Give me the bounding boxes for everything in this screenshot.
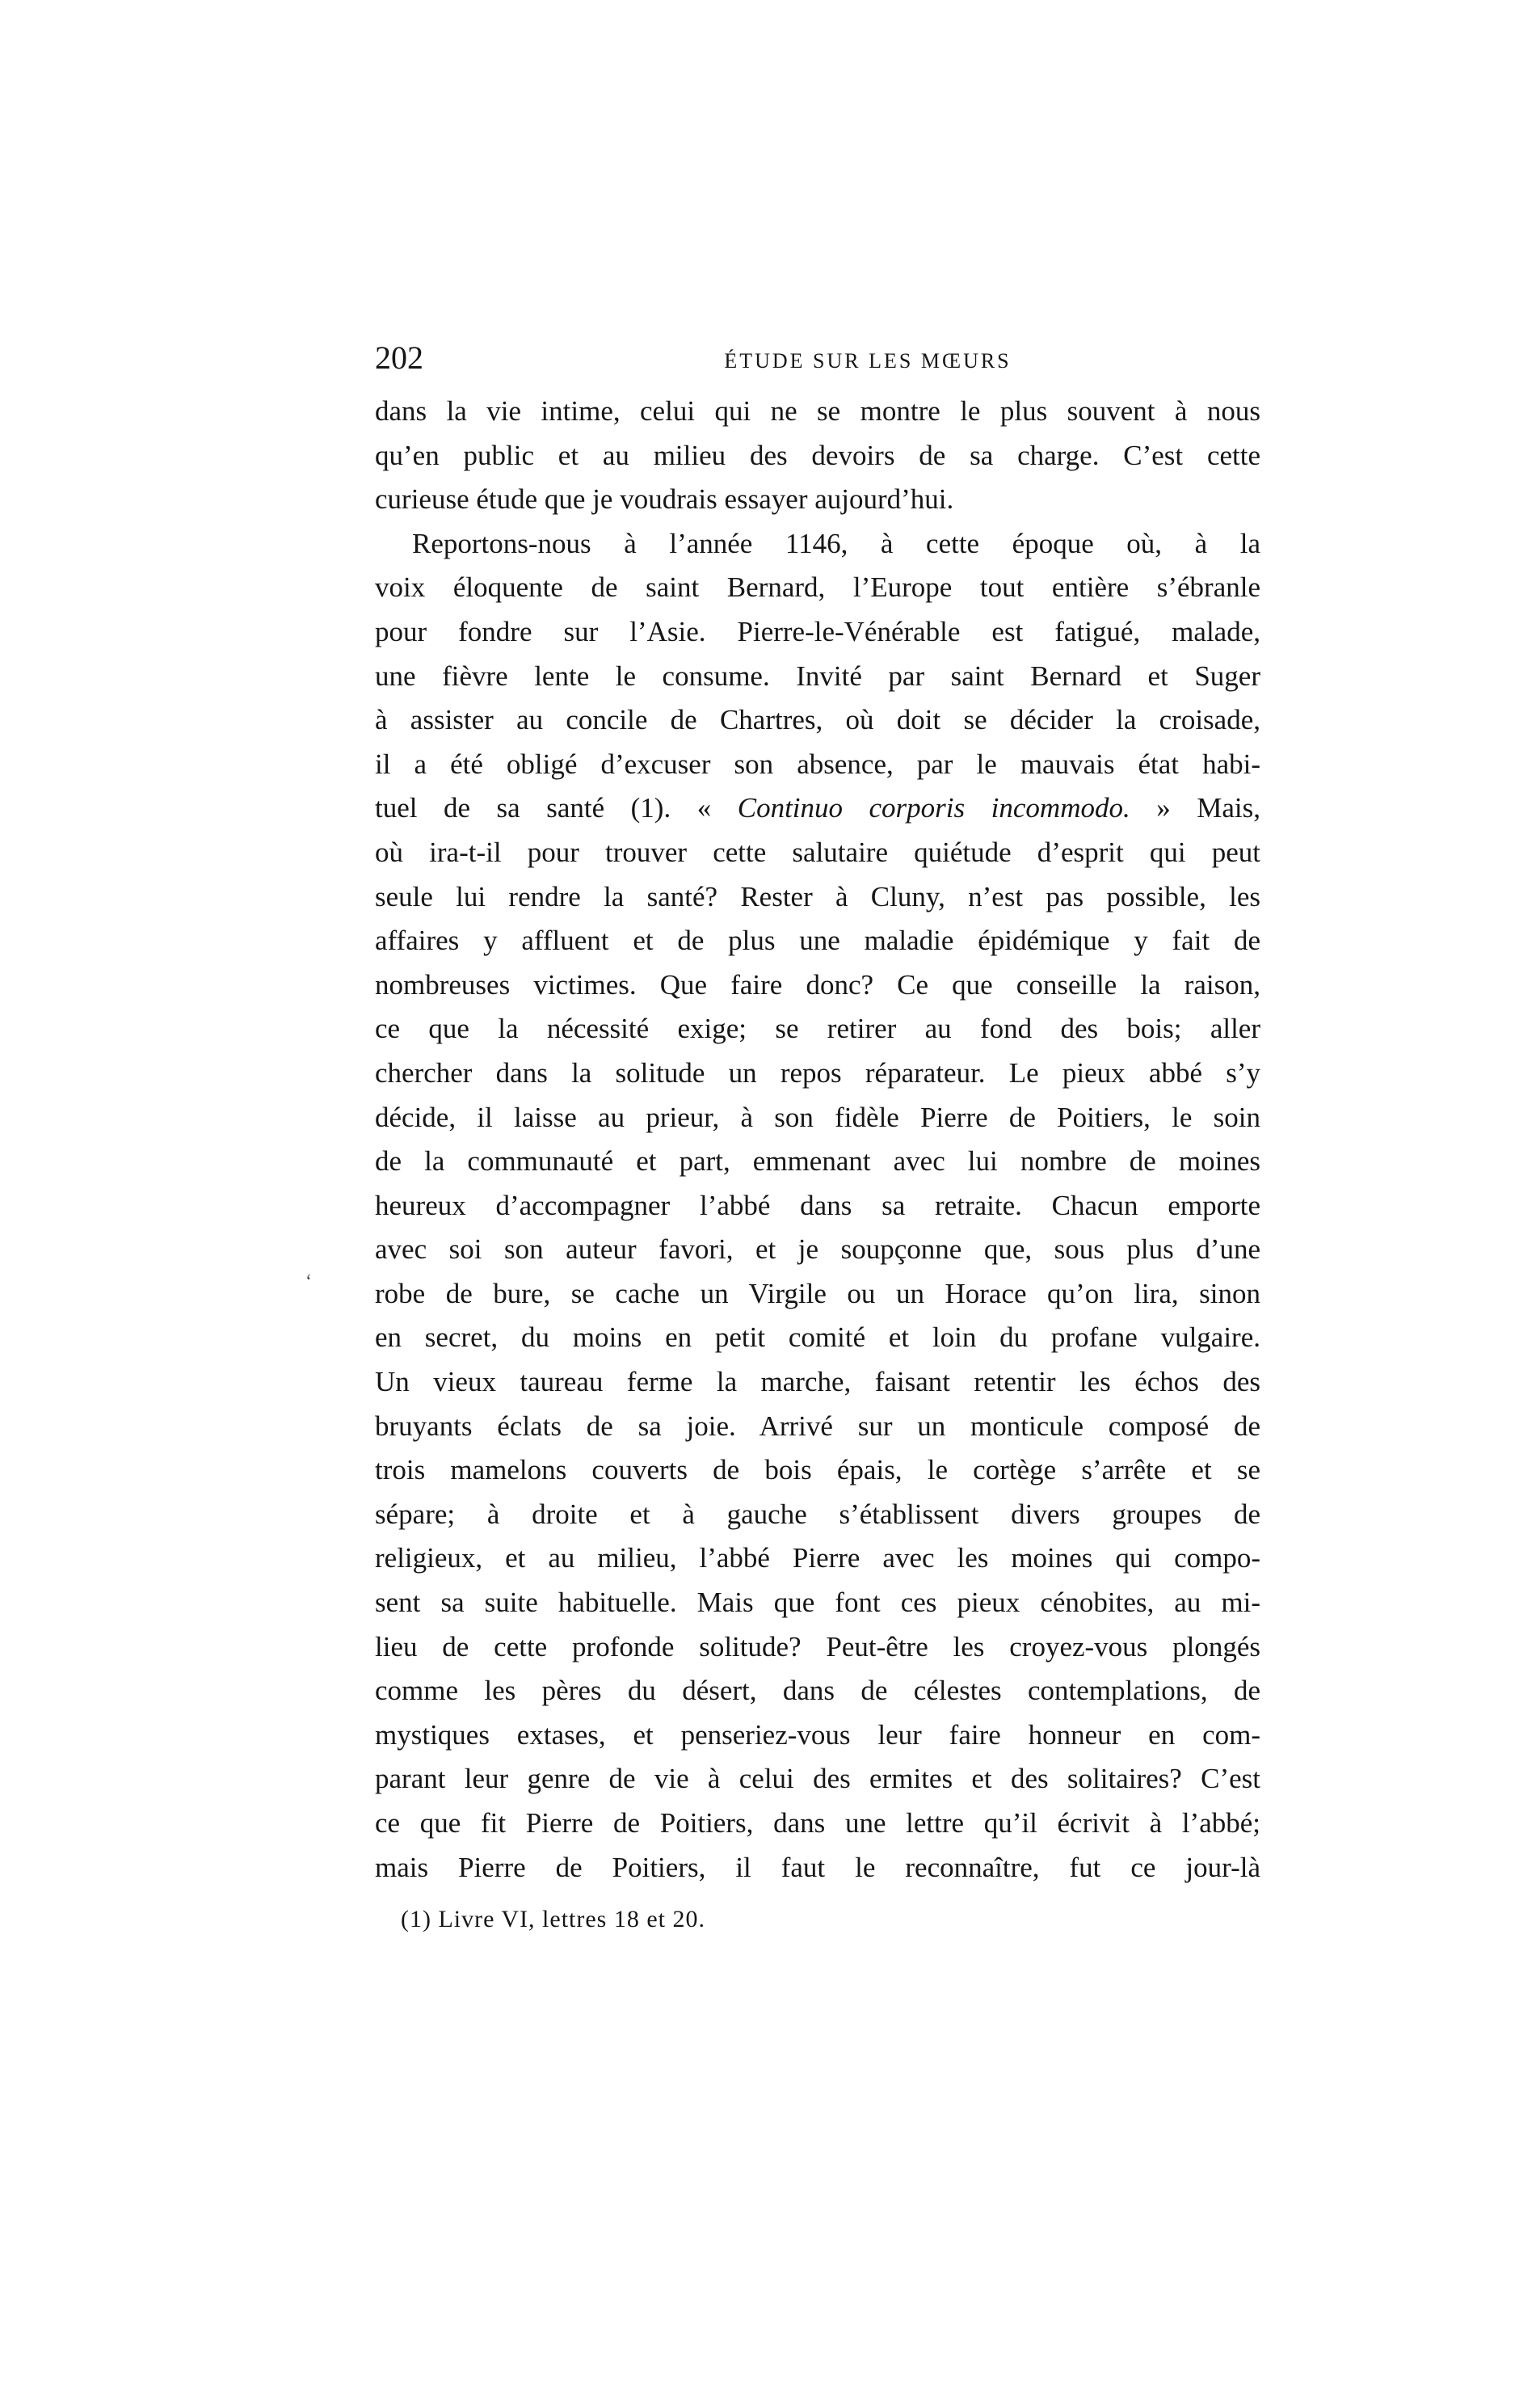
latin-quote: Continuo corporis incommodo. <box>737 792 1130 824</box>
text-line: heureux d’accompagner l’abbé dans sa retraite. Chacun emporte <box>375 1189 1260 1221</box>
text-line: sépare; à droite et à gauche s’établissent divers groupes de <box>375 1498 1260 1530</box>
page-number: 202 <box>375 339 423 376</box>
text-line: qu’en public et au milieu des devoirs de sa charge. C’est cette <box>375 439 1260 471</box>
text-line: une fièvre lente le consume. Invité par saint Bernard et Suger <box>375 660 1260 692</box>
page-header <box>375 338 1267 378</box>
text-line: lieu de cette profonde solitude? Peut-être les croyez-vous plongés <box>375 1630 1260 1663</box>
text-line: Un vieux taureau ferme la marche, faisant retentir les échos des <box>375 1366 1260 1398</box>
text-line: comme les pères du désert, dans de célestes contemplations, de <box>375 1675 1260 1707</box>
text-line: robe de bure, se cache un Virgile ou un Horace qu’on lira, sinon <box>375 1277 1260 1309</box>
text-line: pour fondre sur l’Asie. Pierre-le-Vénérable est fatigué, malade, <box>375 615 1260 647</box>
text-line: à assister au concile de Chartres, où doit se décider la croisade, <box>375 704 1260 736</box>
text-line: voix éloquente de saint Bernard, l’Europe tout entière s’ébranle <box>375 571 1260 604</box>
text-line: en secret, du moins en petit comité et loin du profane vulgaire. <box>375 1321 1260 1354</box>
text-line: mais Pierre de Poitiers, il faut le reconnaître, fut ce jour-là <box>375 1851 1260 1883</box>
text-line: seule lui rendre la santé? Rester à Cluny, n’est pas possible, les <box>375 880 1260 912</box>
text-line: mystiques extases, et penseriez-vous leur faire honneur en com- <box>375 1718 1260 1751</box>
running-title: ÉTUDE SUR LES MŒURS <box>724 349 1012 373</box>
text-line: il a été obligé d’excuser son absence, par le mauvais état habi- <box>375 748 1260 780</box>
text-segment: » Mais, <box>1130 792 1260 824</box>
text-line: dans la vie intime, celui qui ne se montre le plus souvent à nous <box>375 395 1260 427</box>
body-text <box>375 390 1260 1890</box>
text-line: affaires y affluent et de plus une maladie épidémique y fait de <box>375 925 1260 957</box>
footnote: (1) Livre VI, lettres 18 et 20. <box>401 1906 706 1932</box>
text-line: parant leur genre de vie à celui des ermites et des solitaires? C’est <box>375 1763 1260 1795</box>
text-line: religieux, et au milieu, l’abbé Pierre avec les moines qui compo- <box>375 1542 1260 1574</box>
text-line: avec soi son auteur favori, et je soupçonne que, sous plus d’une <box>375 1233 1260 1266</box>
text-line: décide, il laisse au prieur, à son fidèle Pierre de Poitiers, le soin <box>375 1101 1260 1133</box>
text-line: Reportons-nous à l’année 1146, à cette époque où, à la <box>412 527 1260 559</box>
text-line-with-quote <box>375 786 1260 831</box>
text-line: ce que fit Pierre de Poitiers, dans une lettre qu’il écrivit à l’abbé; <box>375 1807 1260 1839</box>
margin-mark: ‘ <box>305 1271 312 1292</box>
text-line: curieuse étude que je voudrais essayer aujourd’hui. <box>375 483 954 516</box>
text-line: bruyants éclats de sa joie. Arrivé sur un monticule composé de <box>375 1410 1260 1442</box>
text-line: trois mamelons couverts de bois épais, le cortège s’arrête et se <box>375 1454 1260 1486</box>
text-line: chercher dans la solitude un repos réparateur. Le pieux abbé s’y <box>375 1056 1260 1089</box>
text-line: où ira-t-il pour trouver cette salutaire quiétude d’esprit qui peut <box>375 836 1260 868</box>
text-line: sent sa suite habituelle. Mais que font ces pieux cénobites, au mi- <box>375 1587 1260 1619</box>
text-line: de la communauté et part, emmenant avec lui nombre de moines <box>375 1145 1260 1178</box>
text-line: ce que la nécessité exige; se retirer au fond des bois; aller <box>375 1013 1260 1045</box>
text-segment: tuel de sa santé (1). « <box>375 792 738 824</box>
text-line: nombreuses victimes. Que faire donc? Ce que conseille la raison, <box>375 968 1260 1001</box>
